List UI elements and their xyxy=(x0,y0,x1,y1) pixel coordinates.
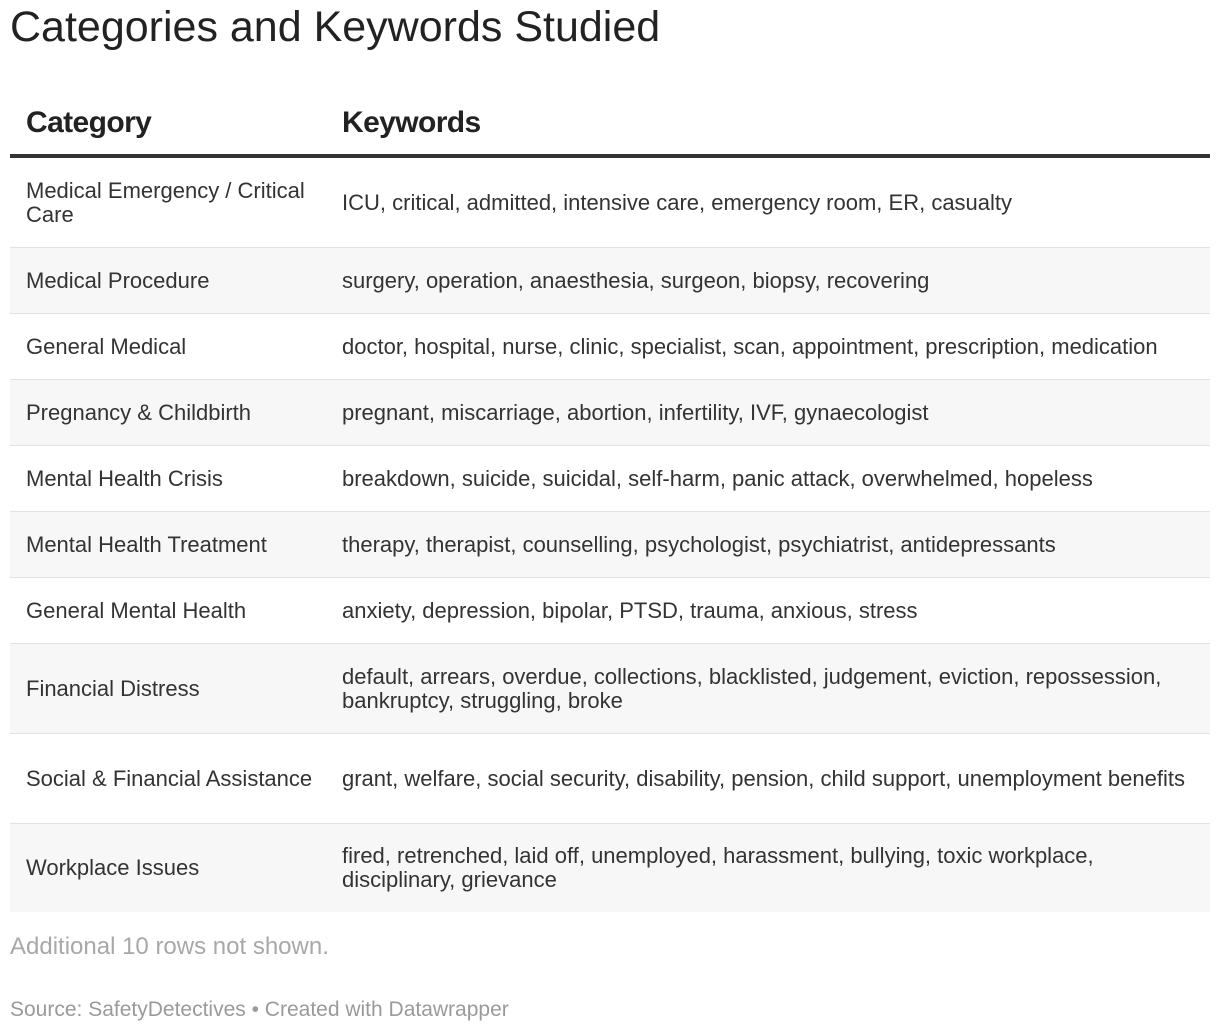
category-cell: Financial Distress xyxy=(26,675,200,701)
column-header-keywords: Keywords xyxy=(342,106,481,139)
table-row xyxy=(10,380,1210,446)
category-cell: Social & Financial Assistance xyxy=(26,765,313,791)
table-row xyxy=(10,158,1210,248)
keywords-cell: default, arrears, overdue, collections, blacklisted, judgement, eviction, repossession, bankruptcy, struggling, broke xyxy=(342,663,1162,713)
keywords-cell: therapy, therapist, counselling, psychologist, psychiatrist, antidepressants xyxy=(342,531,1056,557)
table-row xyxy=(10,578,1210,644)
category-cell: Medical Emergency / Critical Care xyxy=(26,177,305,227)
keywords-cell: ICU, critical, admitted, intensive care, emergency room, ER, casualty xyxy=(342,189,1013,215)
table-row xyxy=(10,824,1210,912)
category-cell: Medical Procedure xyxy=(26,267,210,293)
category-cell: Mental Health Treatment xyxy=(26,531,267,557)
keywords-cell: anxiety, depression, bipolar, PTSD, trauma, anxious, stress xyxy=(342,597,918,623)
table-body xyxy=(10,158,1210,912)
rows-not-shown-note: Additional 10 rows not shown. xyxy=(10,933,329,960)
table-row xyxy=(10,644,1210,734)
category-cell: Workplace Issues xyxy=(26,855,200,880)
page-title: Categories and Keywords Studied xyxy=(10,3,661,51)
keywords-table xyxy=(10,92,1210,912)
table-row xyxy=(10,314,1210,380)
keywords-cell: fired, retrenched, laid off, unemployed, harassment, bullying, toxic workplace, disciplinary, grievance xyxy=(342,843,1094,892)
column-header-category: Category xyxy=(26,106,152,139)
keywords-cell: doctor, hospital, nurse, clinic, specialist, scan, appointment, prescription, medication xyxy=(342,333,1158,359)
keywords-cell: grant, welfare, social security, disability, pension, child support, unemployment benefits xyxy=(342,765,1185,791)
keywords-cell: pregnant, miscarriage, abortion, infertility, IVF, gynaecologist xyxy=(342,399,929,425)
category-cell: General Medical xyxy=(26,333,187,359)
table-row xyxy=(10,734,1210,824)
table-row xyxy=(10,446,1210,512)
category-cell: Mental Health Crisis xyxy=(26,465,223,491)
table-row xyxy=(10,512,1210,578)
source-line: Source: SafetyDetectives • Created with Datawrapper xyxy=(10,998,509,1021)
category-cell: Pregnancy & Childbirth xyxy=(26,399,252,425)
table-row xyxy=(10,248,1210,314)
table-header xyxy=(10,92,1210,158)
keywords-cell: breakdown, suicide, suicidal, self-harm, panic attack, overwhelmed, hopeless xyxy=(342,465,1093,491)
category-cell: General Mental Health xyxy=(26,597,247,623)
keywords-cell: surgery, operation, anaesthesia, surgeon, biopsy, recovering xyxy=(342,267,930,293)
